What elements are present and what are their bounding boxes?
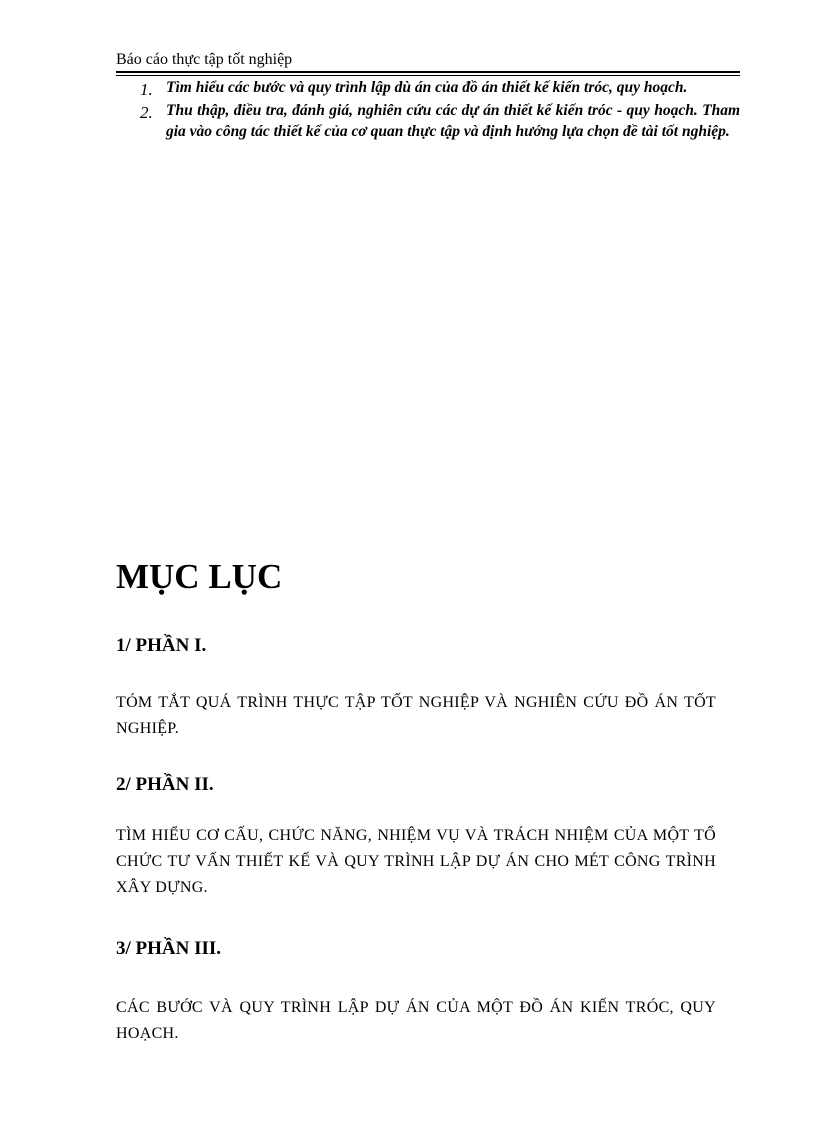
objective-item <box>140 77 740 98</box>
objective-number: 2. <box>140 103 153 122</box>
page-header-title: Báo cáo thực tập tốt nghiệp <box>116 51 293 68</box>
toc-section-description <box>116 690 716 742</box>
toc-section-description <box>116 823 716 901</box>
objective-text: Tìm hiểu các bước và quy trình lập dù án của đồ án thiết kế kiến tróc, quy hoạch. <box>166 79 688 96</box>
section-description: TÌM HIỂU CƠ CẤU, CHỨC NĂNG, NHIỆM VỤ VÀ TRÁCH NHIỆM CỦA MỘT TỔ CHỨC TƯ VẤN THIẾT KẾ VÀ QUY TRÌNH LẬP DỰ ÁN CHO MÉT CÔNG TRÌNH XÂY DỰNG. <box>116 827 716 896</box>
objectives-list <box>140 77 740 144</box>
toc-section-heading <box>116 937 716 961</box>
toc-section-heading <box>116 773 716 797</box>
header-rule <box>116 71 740 73</box>
section-description: TÓM TẮT QUÁ TRÌNH THỰC TẬP TỐT NGHIỆP VÀ NGHIÊN CỨU ĐỒ ÁN TỐT NGHIỆP. <box>116 694 716 737</box>
objective-item <box>140 100 740 142</box>
section-heading: 2/ PHẦN II. <box>116 774 214 795</box>
toc-title: MỤC LỤC <box>116 557 283 596</box>
section-description: CÁC BƯỚC VÀ QUY TRÌNH LẬP DỰ ÁN CỦA MỘT ĐỒ ÁN KIẾN TRÓC, QUY HOẠCH. <box>116 999 716 1042</box>
toc-section-heading <box>116 634 716 658</box>
header-rule-thin <box>116 75 740 76</box>
section-heading: 1/ PHẦN I. <box>116 635 207 656</box>
section-heading: 3/ PHẦN III. <box>116 938 222 959</box>
objective-number: 1. <box>140 80 153 99</box>
objective-text: Thu thập, điều tra, đánh giá, nghiên cứu các dự án thiết kế kiến tróc - quy hoạch. Tham gia vào công tác thiết kế của cơ quan thực tập và định hướng lựa chọn đề tài tốt nghiệp. <box>166 102 740 140</box>
toc-section-description <box>116 995 716 1047</box>
